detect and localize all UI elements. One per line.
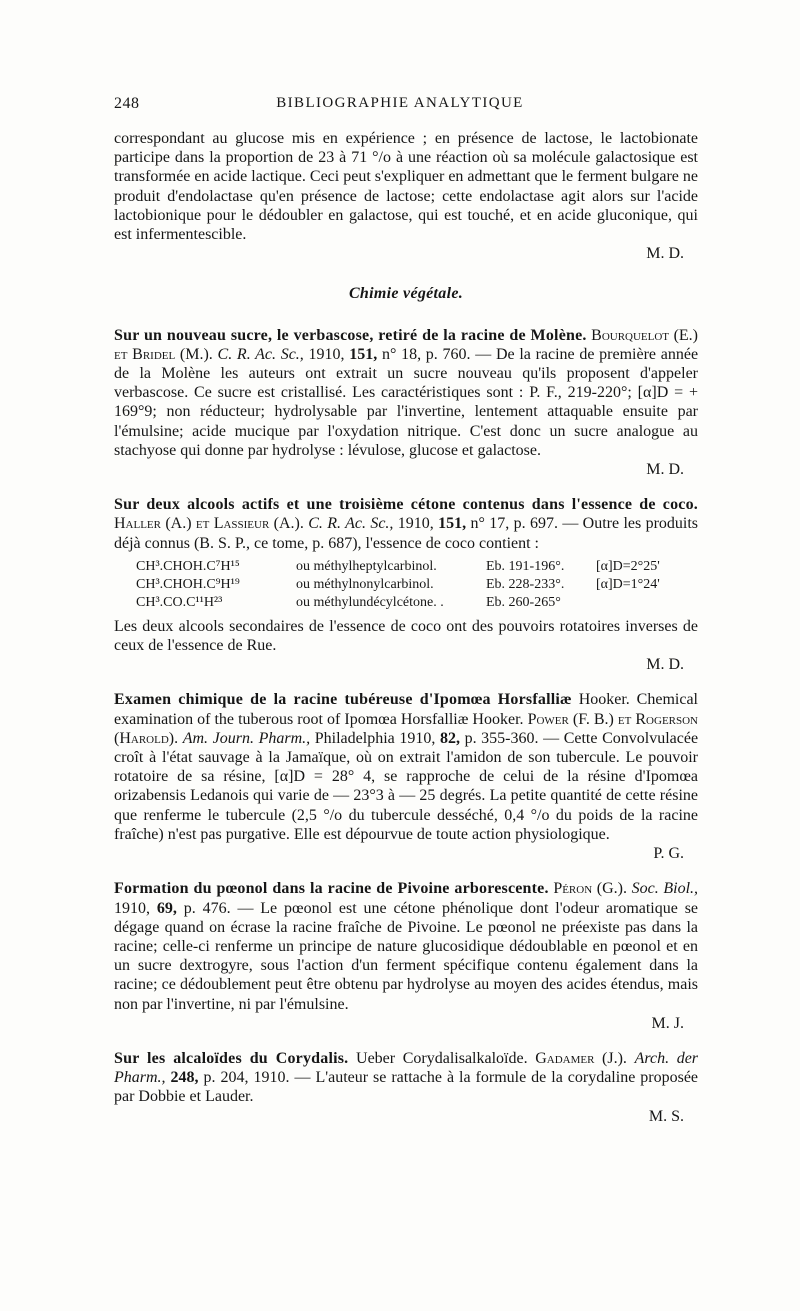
formula: CH³.CO.C¹¹H²³: [136, 594, 223, 610]
boiling-point: Eb. 228-233°.: [486, 576, 565, 592]
entry-authors: Haller (A.) et Lassieur (A.).: [114, 515, 304, 533]
entry-title: Examen chimique de la racine tubéreuse d'Ipomœa Horsfalliæ: [114, 691, 572, 709]
entry-volume: 69,: [156, 899, 177, 917]
intro-paragraph: [114, 129, 698, 263]
entry-volume: 82,: [439, 729, 460, 747]
entry-journal: C. R. Ac. Sc.,: [308, 515, 394, 533]
entry-journal: Am. Journ. Pharm.,: [182, 729, 311, 747]
entry-journal: C. R. Ac. Sc.,: [217, 345, 304, 363]
entry-title: Sur deux alcools actifs et une troisième cétone contenus dans l'essence de coco.: [114, 496, 698, 514]
entry-journal: Soc. Biol.,: [631, 880, 699, 898]
entry-body: — Cette Convolvulacée croît à l'état sauvage à la Jamaïque, où on extrait l'amidon de son tubercule. Le pouvoir rotatoire de sa résine, [α]D = 28° 4, se rapproche de celui de la résine d'Ipomœa orizabensis Ledanois qui varie de — 23°3 à — 25 degrés. La petite quantité de cette résine que renferme le tubercule (2,5 °/o du tubercule desséché, 0,4 °/o du poids de la racine fraîche) n'est pas purgative. Elle est dépourvue de toute action physiologique.: [114, 729, 699, 843]
formula-row: [136, 558, 698, 576]
entry-signature: M. J.: [651, 1014, 684, 1032]
entry-authors: Gadamer (J.).: [535, 1049, 627, 1067]
formula: CH³.CHOH.C⁹H¹⁹: [136, 576, 240, 592]
bibliography-entry: [114, 1049, 698, 1126]
intro-text: correspondant au glucose mis en expérience ; en présence de lactose, le lactobionate participe dans la proportion de 23 à 71 °/o à une réaction où sa molécule galactosique est transformée en acide lactique. Ceci peut s'expliquer en admettant que le ferment bulgare ne produit d'endolactase qu'en présence de lactose; cette endolactase agit alors sur l'acide lactobionique pour le dédoubler en galactose, qui est touché, et en acide gluconique, qui est infermentescible.: [114, 130, 698, 244]
entry-body-after: Les deux alcools secondaires de l'essence de coco ont des pouvoirs rotatoires inverses de ceux de l'essence de Rue.: [114, 617, 698, 655]
entry-title: Formation du pœonol dans la racine de Pivoine arborescente.: [114, 880, 549, 898]
boiling-point: Eb. 191-196°.: [486, 558, 565, 574]
entry-volume: 248,: [170, 1069, 199, 1087]
entry-title: Sur les alcaloïdes du Corydalis.: [114, 1049, 349, 1067]
formula-row: [136, 576, 698, 594]
entry-volume: 151,: [349, 345, 378, 363]
entry-ref-pre: 1910,: [397, 515, 434, 533]
entry-ref-pre: Philadelphia 1910,: [314, 729, 436, 747]
bibliography-entry: [114, 690, 698, 863]
entry-authors: Bourquelot (E.) et Bridel (M.).: [114, 326, 698, 363]
entry-ref-post: p. 355-360.: [464, 729, 539, 747]
entry-ref-pre: 1910,: [308, 345, 345, 363]
section-title: Chimie végétale.: [348, 285, 464, 303]
intro-signature: M. D.: [646, 245, 684, 263]
entry-signature: M. D.: [646, 461, 684, 479]
entry-title: Sur un nouveau sucre, le verbascose, retiré de la racine de Molène.: [114, 326, 587, 344]
bibliography-entry: [114, 495, 698, 674]
entry-body: — L'auteur se rattache à la formule de la corydaline proposée par Dobbie et Lauder.: [114, 1069, 699, 1106]
page-body: [114, 129, 698, 1126]
entry-volume: 151,: [438, 515, 467, 533]
formula-table: [136, 558, 698, 612]
page-header: [0, 95, 800, 121]
entry-body: — De la racine de première année de la Molène les auteurs ont extrait un sucre nouveau qu'ils proposent d'appeler verbascose. Ce sucre est cristallisé. Les caractéristiques sont : P. F., 219-220°; [α]D = + 169°9; non réducteur; hydrolysable par l'invertine, lentement attaquable ensuite par l'émulsine; acide mucique par l'oxydation nitrique. C'est donc un sucre analogue au stachyose qui donne par hydrolyse : lévulose, glucose et galactose.: [114, 345, 699, 459]
entry-authors: Péron (G.).: [553, 880, 627, 898]
formula: CH³.CHOH.C⁷H¹⁵: [136, 558, 240, 574]
rotation: [α]D=1°24': [596, 576, 660, 592]
formula-name: ou méthylnonylcarbinol.: [296, 576, 434, 592]
entry-body: — Le pœonol est une cétone phénolique dont l'odeur aromatique se dégage quand on écrase la racine fraîche de Pivoine. Le pœonol ne préexiste pas dans la racine; celle-ci renferme un principe de nature glucosidique dédoublable en pœonol et en un sucre dextrogyre, sous l'action d'un ferment spécifique contenu également dans la racine; ce dédoublement peut être obtenu par hydrolyse au moyen des acides étendus, mais non par l'invertine, ni par l'émulsine.: [114, 899, 699, 1013]
entry-signature: M. D.: [646, 656, 684, 674]
entry-ref-post: p. 204, 1910.: [203, 1069, 290, 1087]
bibliography-entry: [114, 879, 698, 1033]
formula-row: [136, 594, 698, 612]
bibliography-entry: [114, 326, 698, 480]
entry-ref-post: p. 476.: [183, 899, 231, 917]
entry-english-title: Ueber Corydalisalkaloïde.: [356, 1049, 528, 1067]
boiling-point: Eb. 260-265°: [486, 594, 561, 610]
rotation: [α]D=2°25': [596, 558, 660, 574]
entry-body: — Outre les produits déjà connus (B. S. P., ce tome, p. 687), l'essence de coco contient :: [114, 515, 699, 552]
entry-signature: M. S.: [648, 1107, 684, 1125]
entry-ref-post: n° 18, p. 760.: [381, 345, 471, 363]
entry-english-title: Hooker. Chemical examination of the tuberous root of Ipomœa Horsfalliæ Hooker.: [114, 691, 698, 728]
entry-ref-pre: 1910,: [114, 899, 150, 917]
page-number: 248: [114, 95, 140, 112]
entry-authors: Power (F. B.) et Rogerson (Harold).: [114, 710, 699, 747]
entry-journal: Arch. der Pharm.,: [114, 1049, 699, 1087]
formula-name: ou méthylundécylcétone. .: [296, 594, 444, 610]
entry-ref-post: n° 17, p. 697.: [470, 515, 558, 533]
entry-signature: P. G.: [653, 845, 684, 863]
formula-name: ou méthylheptylcarbinol.: [296, 558, 437, 574]
running-title: BIBLIOGRAPHIE ANALYTIQUE: [276, 95, 524, 111]
rotation: [596, 594, 686, 612]
